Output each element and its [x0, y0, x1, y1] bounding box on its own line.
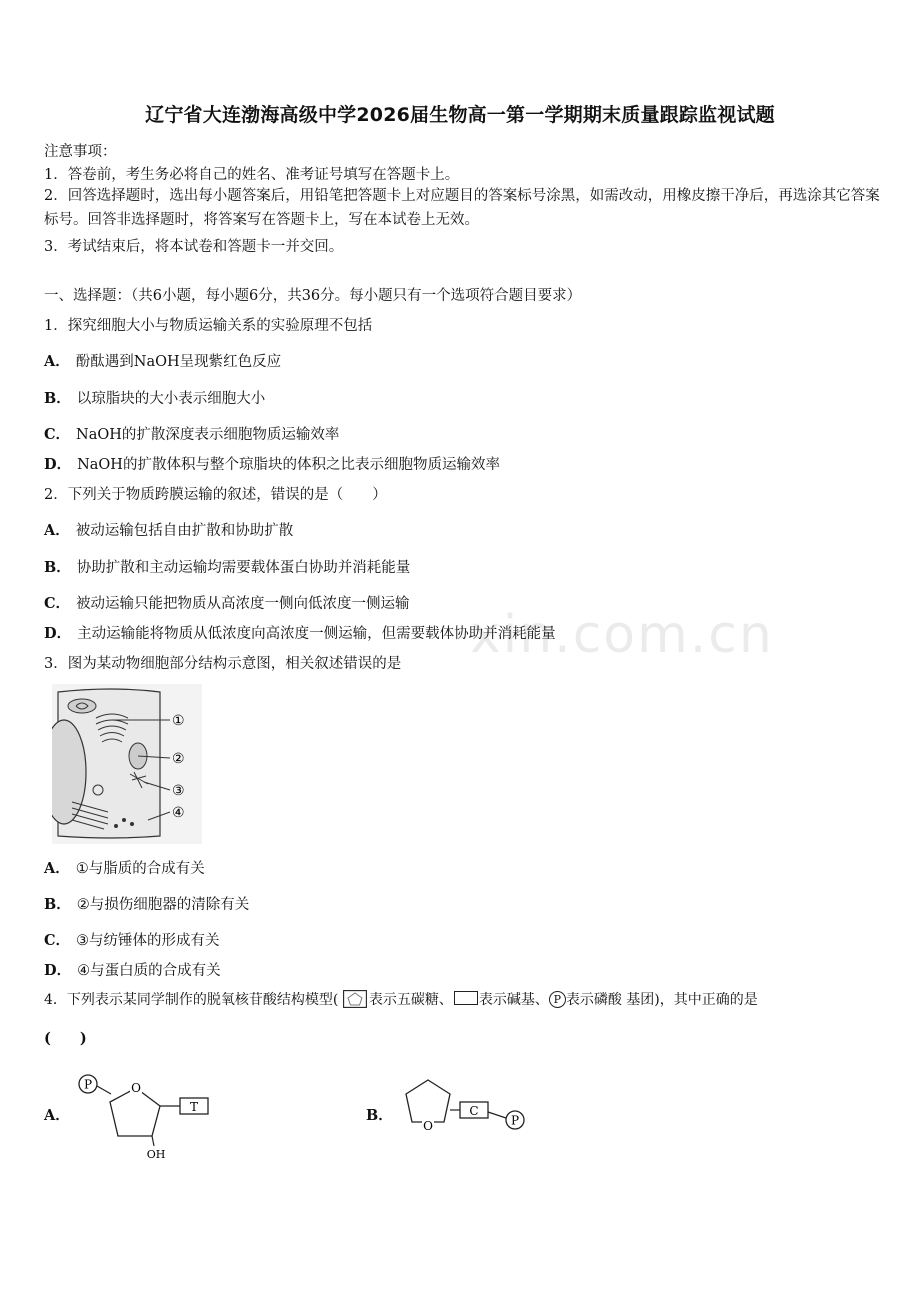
- option-text: NaOH的扩散体积与整个琼脂块的体积之比表示细胞物质运输效率: [77, 457, 500, 473]
- option-text: ③与纺锤体的形成有关: [76, 933, 220, 949]
- sugar-pentagon: [110, 1088, 160, 1136]
- option-text: 协助扩散和主动运输均需要载体蛋白协助并消耗能量: [76, 560, 411, 576]
- q3-option-d: [44, 959, 221, 980]
- q2-option-b: [44, 556, 410, 577]
- option-label: B．: [44, 559, 71, 576]
- option-label: C．: [44, 595, 71, 612]
- base-label: C: [469, 1104, 479, 1118]
- q3-option-a: [44, 857, 205, 878]
- q1-stem: 1．探究细胞大小与物质运输关系的实验原理不包括: [44, 318, 373, 334]
- option-text: ②与损伤细胞器的清除有关: [76, 897, 250, 913]
- phosphate-label: P: [510, 1113, 520, 1128]
- option-label: B．: [44, 390, 71, 407]
- nucleotide-model-a: [74, 1068, 224, 1164]
- nucleotide-model-b: [400, 1074, 535, 1140]
- q1-option-d: [44, 453, 500, 474]
- exam-title: 辽宁省大连渤海高级中学2026届生物高一第一学期期末质量跟踪监视试题: [145, 104, 775, 126]
- label-3: ③: [172, 783, 185, 799]
- q1-option-c: [44, 423, 339, 444]
- q3-stem: 3．图为某动物细胞部分结构示意图，相关叙述错误的是: [44, 656, 402, 672]
- option-text: 被动运输包括自由扩散和协助扩散: [75, 523, 294, 539]
- notice-item-1: 1．答卷前，考生务必将自己的姓名、准考证号填写在答题卡上。: [44, 167, 460, 183]
- oh-label: OH: [146, 1148, 166, 1161]
- rectangle-icon: [454, 991, 478, 1005]
- q2-option-c: [44, 592, 410, 613]
- option-label: A．: [44, 353, 70, 370]
- phosphate-icon: P: [549, 991, 566, 1008]
- q4-stem-part: 表示磷酸 基团)，其中正确的是: [565, 992, 758, 1008]
- option-label: D．: [44, 456, 72, 473]
- option-label: C．: [44, 932, 71, 949]
- notice-item-2: 2．回答选择题时，选出每小题答案后，用铅笔把答题卡上对应题目的答案标号涂黑，如需改动，用橡皮擦干净后，再选涂其它答案标号。回答非选择题时，将答案写在答题卡上，写在本试卷上无效。: [44, 188, 880, 228]
- q3-option-b: [44, 893, 249, 914]
- q4-stem-part: 表示碱基、: [478, 992, 549, 1008]
- q1-option-a: [44, 350, 281, 371]
- option-label: D．: [44, 625, 72, 642]
- q4-stem-part: 4．下列表示某同学制作的脱氧核苷酸结构模型(: [44, 992, 339, 1008]
- label-1: ①: [172, 713, 185, 729]
- section-heading: 一、选择题：（共6小题，每小题6分，共36分。每小题只有一个选项符合题目要求）: [44, 288, 582, 304]
- q4-paren: ( ): [44, 1030, 87, 1047]
- option-text: ④与蛋白质的合成有关: [77, 963, 221, 979]
- q4-stem-part: 表示五碳糖、: [368, 992, 453, 1008]
- q2-stem: 2．下列关于物质跨膜运输的叙述，错误的是（ ）: [44, 487, 387, 503]
- label-4: ④: [172, 805, 185, 821]
- option-text: 主动运输能将物质从低浓度向高浓度一侧运输，但需要载体协助并消耗能量: [77, 626, 556, 642]
- notice-heading: 注意事项：: [44, 144, 117, 160]
- base-label: T: [189, 1100, 199, 1114]
- option-label: D．: [44, 962, 72, 979]
- option-label: A．: [44, 522, 70, 539]
- sugar-pentagon: [406, 1080, 450, 1122]
- sugar-oxygen: O: [131, 1081, 141, 1095]
- option-label: C．: [44, 426, 71, 443]
- option-text: 被动运输只能把物质从高浓度一侧向低浓度一侧运输: [76, 596, 410, 612]
- notice-item-3: 3．考试结束后，将本试卷和答题卡一并交回。: [44, 239, 344, 255]
- q4-option-a-label: A．: [44, 1107, 70, 1124]
- label-2: ②: [172, 751, 185, 767]
- q1-option-b: [44, 387, 265, 408]
- option-text: NaOH的扩散深度表示细胞物质运输效率: [76, 427, 340, 443]
- sugar-oxygen: O: [423, 1119, 433, 1133]
- pentagon-icon: [343, 990, 367, 1008]
- option-text: 酚酞遇到NaOH呈现紫红色反应: [75, 354, 282, 370]
- q3-option-c: [44, 929, 220, 950]
- phosphate-label: P: [83, 1077, 93, 1092]
- cell-structure-figure: [52, 684, 202, 844]
- option-text: ①与脂质的合成有关: [75, 861, 205, 877]
- q4-option-b-label: B．: [366, 1107, 393, 1124]
- watermark: xin.com.cn: [470, 605, 774, 665]
- option-text: 以琼脂块的大小表示细胞大小: [76, 391, 266, 407]
- option-label: B．: [44, 896, 71, 913]
- option-label: A．: [44, 860, 70, 877]
- q2-option-a: [44, 519, 293, 540]
- q4-stem: [44, 989, 758, 1009]
